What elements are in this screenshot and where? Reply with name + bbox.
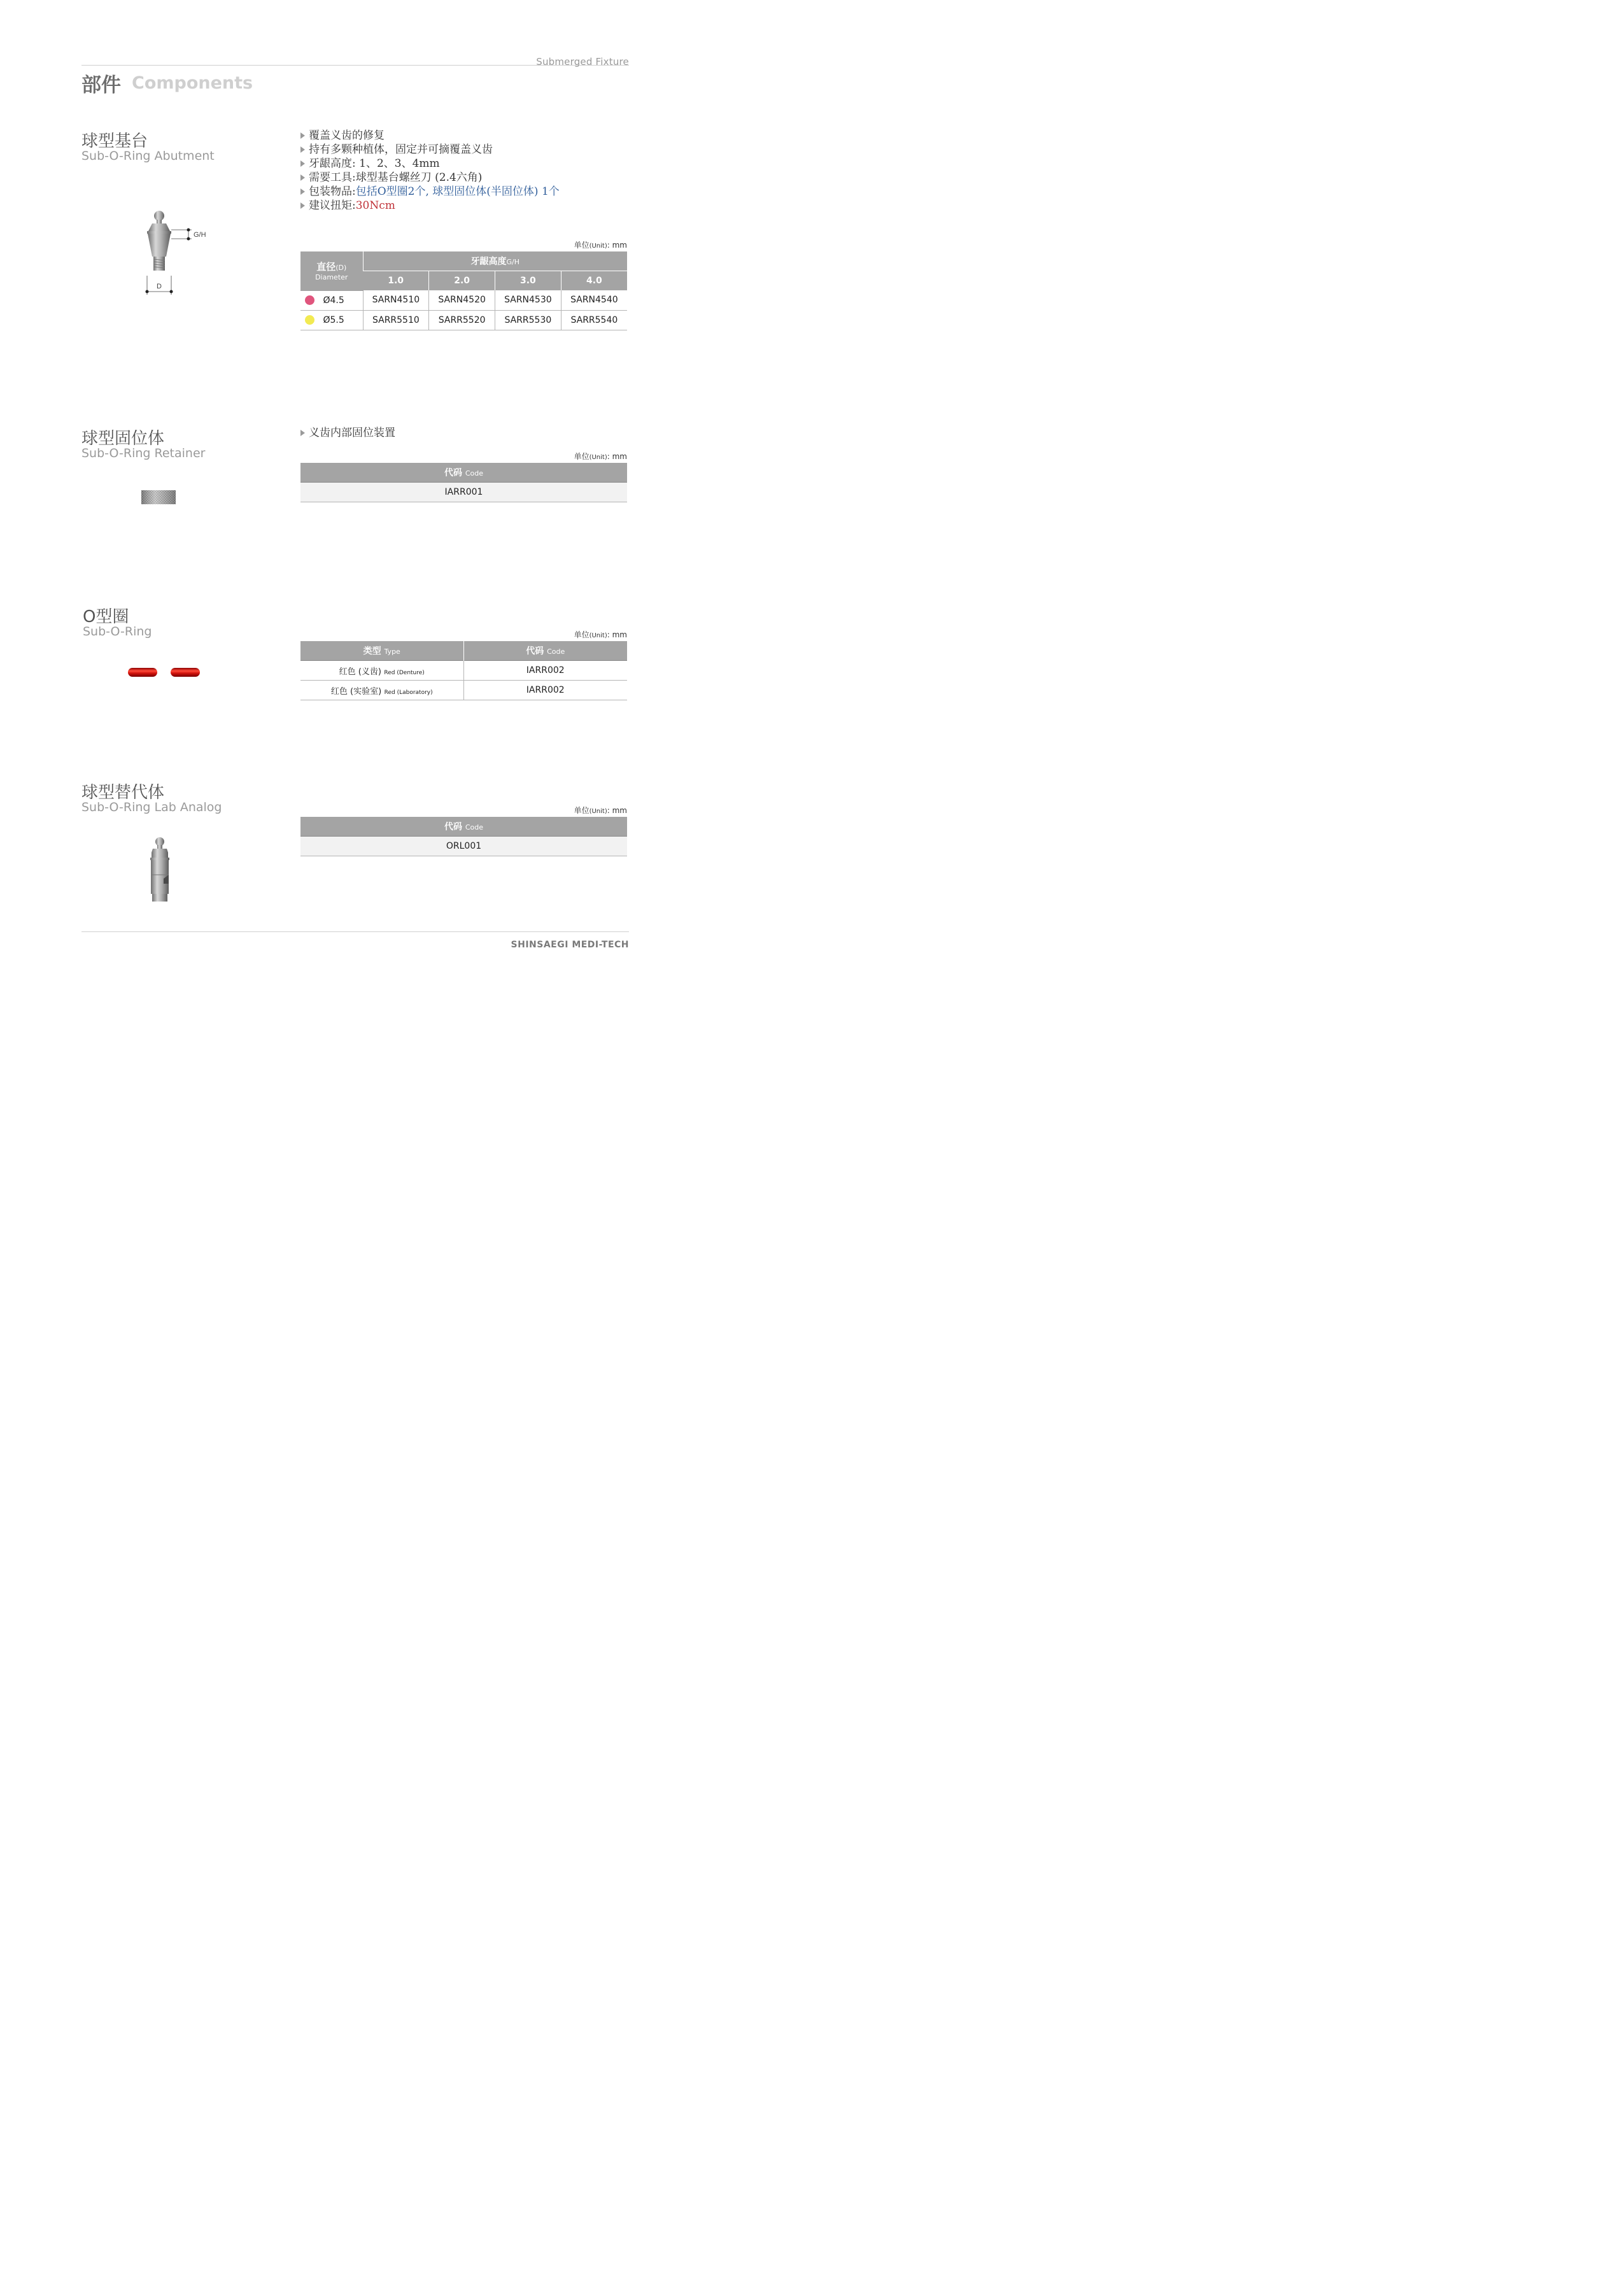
- feature-item: 需要工具: 球型基台螺丝刀 (2.4六角): [300, 171, 560, 185]
- table-row: [300, 483, 627, 502]
- gingival-height-header: 牙龈高度G/H: [363, 251, 627, 271]
- retainer-feature-list: [300, 426, 395, 440]
- feature-item: 覆盖义齿的修复: [300, 129, 560, 143]
- diameter-cell: Ø5.5: [300, 310, 363, 330]
- height-header: 4.0: [561, 271, 627, 291]
- unit-label: 单位(Unit): mm: [574, 806, 627, 815]
- analog-title-en: Sub-O-Ring Lab Analog: [81, 800, 222, 814]
- table-row: [300, 310, 627, 330]
- product-code-cell: SARR5510: [363, 310, 429, 330]
- d-dimension-label: D: [157, 283, 162, 290]
- code-header: 代码 Code: [300, 817, 627, 837]
- abutment-diagram: [137, 207, 220, 297]
- type-cell: 红色 (义齿) Red (Denture): [300, 661, 463, 681]
- unit-label: 单位(Unit): mm: [574, 241, 627, 250]
- product-code-cell: SARR5530: [495, 310, 561, 330]
- feature-item: 义齿内部固位装置: [300, 426, 395, 440]
- oring-image: [127, 666, 201, 679]
- table-row: [300, 661, 627, 681]
- lab-analog-image: [146, 835, 174, 904]
- product-code-cell: IARR002: [463, 661, 627, 681]
- table-row: [300, 837, 627, 856]
- diameter-cell: Ø4.5: [300, 290, 363, 310]
- page-title-cn: 部件: [81, 74, 121, 97]
- series-label: Submerged Fixture: [536, 56, 629, 67]
- bullet-triangle-icon: [300, 202, 305, 209]
- color-code-dot: [305, 295, 314, 305]
- product-code-cell: IARR002: [463, 681, 627, 700]
- unit-label: 单位(Unit): mm: [574, 630, 627, 639]
- height-header: 3.0: [495, 271, 561, 291]
- bullet-triangle-icon: [300, 146, 305, 153]
- feature-item: 建议扭矩: 30Ncm: [300, 199, 560, 213]
- abutment-title-cn: 球型基台: [81, 132, 148, 151]
- bullet-triangle-icon: [300, 188, 305, 195]
- product-code-cell: SARN4540: [561, 290, 627, 310]
- retainer-title-cn: 球型固位体: [81, 429, 165, 448]
- height-header: 2.0: [429, 271, 495, 291]
- feature-item: 牙龈高度: 1、2、3、4mm: [300, 157, 560, 171]
- bullet-triangle-icon: [300, 430, 305, 436]
- bullet-triangle-icon: [300, 160, 305, 167]
- product-code-cell: SARN4520: [429, 290, 495, 310]
- page-title-en: Components: [132, 73, 253, 93]
- color-code-dot: [305, 315, 314, 325]
- unit-label: 单位(Unit): mm: [574, 452, 627, 461]
- table-row: [300, 290, 627, 310]
- bullet-triangle-icon: [300, 174, 305, 181]
- oring-title-en: Sub-O-Ring: [83, 625, 152, 639]
- oring-title-cn: O型圈: [83, 607, 129, 626]
- feature-item: 持有多颗种植体，固定并可摘覆盖义齿: [300, 143, 560, 157]
- bullet-triangle-icon: [300, 132, 305, 139]
- retainer-title-en: Sub-O-Ring Retainer: [81, 446, 206, 460]
- retainer-image: [141, 490, 176, 504]
- analog-title-cn: 球型替代体: [81, 783, 165, 802]
- brand-footer: SHINSAEGI MEDI-TECH: [511, 940, 629, 950]
- diameter-header: 直径(D) Diameter: [300, 251, 363, 290]
- type-cell: 红色 (实验室) Red (Laboratory): [300, 681, 463, 700]
- oring-spec-table: [300, 641, 627, 700]
- abutment-spec-table: [300, 251, 627, 330]
- code-header: 代码 Code: [463, 641, 627, 661]
- abutment-title-en: Sub-O-Ring Abutment: [81, 149, 215, 163]
- height-header: 1.0: [363, 271, 429, 291]
- feature-item: 包装物品: 包括O型圈2个, 球型固位体(半固位体) 1个: [300, 185, 560, 199]
- retainer-code-table: [300, 463, 627, 502]
- product-code-cell: SARR5540: [561, 310, 627, 330]
- abutment-feature-list: [300, 129, 560, 213]
- code-header: 代码 Code: [300, 463, 627, 483]
- footer-rule: [81, 931, 629, 932]
- product-code-cell: IARR001: [300, 483, 627, 502]
- type-header: 类型 Type: [300, 641, 463, 661]
- product-code-cell: SARN4530: [495, 290, 561, 310]
- product-code-cell: SARN4510: [363, 290, 429, 310]
- analog-code-table: [300, 817, 627, 856]
- product-code-cell: ORL001: [300, 837, 627, 856]
- gh-dimension-label: G/H: [194, 231, 206, 239]
- table-row: [300, 681, 627, 700]
- product-code-cell: SARR5520: [429, 310, 495, 330]
